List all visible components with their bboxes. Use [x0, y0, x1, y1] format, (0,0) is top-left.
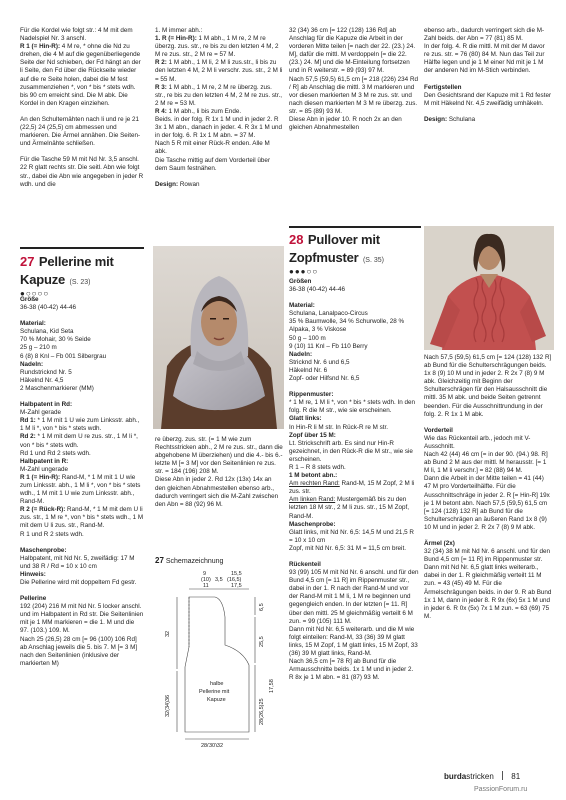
body-text: 70 % Mohair, 30 % Seide: [20, 336, 91, 344]
paragraph: [20, 466, 144, 474]
column-1-bottom-text: [20, 296, 144, 668]
paragraph: [289, 415, 419, 423]
paragraph: [20, 156, 144, 188]
dim-left-32b: 32(34)36: [165, 694, 171, 717]
body-text: Dann mit Nd Nr. 6,5 glatt links weiterarb., dabei in der 1. R gleichmäßig verteilt 11 M zun. = 43 (45) 49 M. Für die Ärmelschrägungen beids. in der 9. R ab Bund 1x 1 M, dann in jeder 8. R 9x (6x) 5x 1 M und in jeder 6. R 0x (5x) 7x 1 M zun. = 63 (69) 75 M.: [424, 564, 552, 620]
pattern-number: 27: [20, 254, 35, 269]
paragraph: [424, 435, 552, 451]
paragraph: [20, 579, 144, 587]
paragraph: [20, 595, 144, 603]
column-4-top-text: [424, 27, 552, 124]
body-text: ebenso arb., dadurch verringert sich die M-Zahl beids. der Abn = 77 (81) 85 M.: [424, 27, 545, 43]
section-28-rule: [289, 226, 421, 228]
bold-label: Fertigstellen: [424, 83, 462, 91]
bold-label: Rippenmuster:: [289, 391, 334, 399]
body-text: Nach 57,5 (59,5) 61,5 cm [= 124 (128) 132 R] ab Bund für die Schulterschrägungen beids. 1x 8 (9) 10 M und in jeder 2. R 2x 7 (8) 9 M abk. Gleichzeitig mit Beginn der Schulterschrägen für den Halsausschnitt die mittl. 35 M abk. und beide Seiten getrennt beenden. Für die Ausschnittrundung in der folg. 2. R 1x 1 M abk.: [424, 354, 552, 418]
paragraph-gap: [155, 173, 283, 181]
paragraph-gap: [424, 532, 552, 540]
paragraph: [155, 116, 283, 140]
schematic-caption-2: Pellerine mit: [199, 689, 230, 695]
paragraph-gap: [424, 108, 552, 116]
difficulty-dots: ●○○○○: [20, 289, 50, 298]
paragraph: [289, 286, 419, 294]
paragraph: [289, 27, 419, 76]
paragraph: [289, 302, 419, 310]
body-text: Nach 42 (44) 46 cm [= in der 90. (94.) 98. R] ab Bund 2 M aus der mittl. M herausstr. [= 1 M li, 1 M li verschr.] = 82 (88) 94 M.: [424, 451, 548, 475]
paragraph: [424, 540, 552, 548]
schematic-drawing: [155, 567, 283, 747]
paragraph: [289, 545, 419, 553]
body-text: Rand-M, * 1 M mit 1 U wie zum Linksstr. abh., 1 M li *, von * bis * stets wdh., 1 M mit 1 U wie zum Linksstr. abh., Rand-M.: [20, 473, 141, 506]
paragraph: [20, 377, 144, 385]
body-text: Beids. in der folg. R 1x 1 M und in jeder 2. R 3x 1 M abn., danach in jeder. 4. R 3x 1 M und in der folg. 6. R 1x 1 M abn. = 37 M.: [155, 116, 283, 140]
body-text: 1 M abh., 1 M re, 2 M re überzg. zus. str., re bis zu den letzten 4 M, 2 M re zus. str., 2 M re = 53 M.: [155, 83, 283, 107]
body-text: Glatt links, mit Nd Nr. 6,5: 14,5 M und 21,5 R = 10 x 10 cm: [289, 528, 414, 544]
paragraph: [289, 76, 419, 116]
body-text: Rand-M, * 1 M mit dem U li zus. str., 1 M re *, von * bis * stets wdh., 1 M mit dem U li zus. str., Rand-M.: [20, 506, 144, 530]
pattern-title-line1: Pellerine mit: [38, 254, 114, 269]
paragraph-gap: [289, 294, 419, 302]
paragraph: [289, 318, 419, 334]
paragraph: [289, 569, 419, 626]
paragraph: [20, 531, 144, 539]
bold-label: R 2 (= Rück-R):: [20, 506, 66, 514]
paragraph: [20, 304, 144, 312]
page-number: 81: [511, 772, 521, 781]
body-text: Die Pellerine wird mit doppeltem Fd gestr.: [20, 579, 137, 586]
paragraph: [20, 506, 144, 530]
column-3-bottom-text: [289, 278, 419, 682]
body-text: 2 Maschenmarkierer (MM): [20, 384, 94, 392]
body-text: Rand-M, 15 M Zopf, 2 M li zus. str.: [289, 480, 415, 496]
column-4-bottom-text: [424, 354, 552, 621]
paragraph: [289, 310, 419, 318]
paragraph: [20, 555, 144, 571]
watermark: PassionForum.ru: [474, 786, 528, 793]
paragraph: [289, 375, 419, 383]
paragraph: [424, 548, 552, 564]
body-text: 36-38 (40-42) 44-46: [289, 286, 346, 294]
paragraph: [289, 424, 419, 432]
body-text: Für die Kordel wie folgt str.: 4 M mit dem Nadelspiel Nr. 3 anschl.: [20, 27, 133, 43]
body-text: Rowan: [178, 180, 200, 188]
paragraph-gap: [20, 108, 144, 116]
body-text: 6 (8) 8 Knl – Fb 001 Silbergrau: [20, 352, 107, 360]
paragraph: [289, 351, 419, 359]
bold-label: R 2:: [155, 59, 167, 67]
underlined-label: Am linken Rand:: [289, 496, 336, 504]
page-reference: (S. 35): [362, 257, 384, 264]
paragraph-gap: [289, 383, 419, 391]
body-text: Den Gesichtsrand der Kapuze mit 1 Rd fester M mit Häkelnd Nr. 4,5 zweifädig umhäkeln.: [424, 91, 552, 107]
column-2-top-text: [155, 27, 283, 189]
paragraph: [20, 43, 144, 108]
body-text: Die Tasche mittig auf dem Vorderteil über dem Saum festnähen.: [155, 156, 271, 172]
body-text: 192 (204) 216 M mit Nd Nr. 5 locker anschl. und im Halbpatent in Rd str. Die Seitenlinien mit je 1 MM markieren = die 1. M und die 97. (103.) 109. M.: [20, 603, 144, 635]
body-text: Lt. Strickschrift arb. Es sind nur Hin-R gezeichnet, in den Rück-R die M str., wie sie erscheinen.: [289, 439, 413, 463]
paragraph: [424, 564, 552, 621]
paragraph: [20, 369, 144, 377]
body-text: M-Zahl gerade: [20, 409, 61, 417]
body-text: Wie das Rückenteil arb., jedoch mit V-Ausschnitt.: [424, 434, 531, 450]
body-text: 4 M re, * ohne die Nd zu drehen, die 4 M auf die gegenüberliegende Seite der Nd schieben, der Fd hängt an der li Seite, den Fd über die Rückseite wieder auf die re Seite holen, dabei die M fest zusammenziehen *, von * bis * stets wdh. bis 90 cm erreicht sind. Die M abk. Die Kordel in den Kragen einziehen.: [20, 43, 141, 107]
bold-label: Design:: [424, 115, 448, 123]
dim-top-2: (10): [201, 577, 211, 583]
column-2-middle-text: [155, 436, 283, 509]
body-text: Nach 25 (26,5) 28 cm [= 96 (100) 106 Rd] ab Anschlag jeweils die 5. bis 7. M [= 3 M] nach den Seitenlinien (inklusive der markierten M): [20, 635, 138, 667]
paragraph: [20, 344, 144, 352]
bold-label: Ärmel (2x): [424, 539, 455, 547]
body-text: Diese Abn in jeder 2. Rd 12x (13x) 14x an den gleichen Abnahmestellen ebenso arb., dadurch verringert sich die M-Zahl zwischen den Abn = 88 (92) 96 M.: [155, 476, 279, 508]
body-text: Halbpatent, mit Nd Nr. 5, zweifädig: 17 M und 38 R / Rd = 10 x 10 cm: [20, 554, 135, 570]
schematic-caption-3: Kapuze: [207, 697, 226, 703]
body-text: Diese Abn in jeder 10. R noch 2x an den gleichen Abnahmestellen: [289, 116, 402, 132]
paragraph: [289, 432, 419, 440]
body-text: re überzg. zus. str. (= 1 M wie zum Rechtsstricken abh., 2 M re zus. str., dann die abgehobene M überziehen) und die 4.- bis 6.-letzte M [= 3 M] vor den Seitenlinien re zus. str. = 184 (196) 208 M.: [155, 436, 283, 476]
body-text: 50 g – 100 m: [289, 334, 326, 342]
bold-label: Pellerine: [20, 595, 47, 603]
paragraph: [289, 391, 419, 399]
paragraph: [424, 354, 552, 419]
bold-label: Rückenteil: [289, 561, 321, 568]
body-text: 1 M abh., 1 M li, 2 M li zus.str., li bis zu den letzten 4 M, 2 M li verschr. zus. str., 2 M li = 55 M.: [155, 59, 283, 83]
paragraph: [424, 451, 552, 475]
paragraph: [20, 458, 144, 466]
paragraph-gap: [424, 76, 552, 84]
bold-label: Material:: [20, 320, 46, 328]
paragraph: [155, 108, 283, 116]
schematic-caption-1: halbe: [210, 681, 224, 687]
body-text: Rd 1 und Rd 2 stets wdh.: [20, 449, 91, 457]
paragraph: [20, 401, 144, 409]
bold-label: R 1 (= Hin-R):: [20, 43, 61, 51]
dim-15-5: 15,5: [231, 571, 242, 577]
section-27-rule: [20, 247, 144, 249]
paragraph: [289, 343, 419, 351]
paragraph-gap: [20, 312, 144, 320]
body-text: 36-38 (40-42) 44-46: [20, 304, 77, 312]
paragraph: [155, 140, 283, 156]
paragraph: [289, 521, 419, 529]
body-text: Schulana, Kid Seta: [20, 328, 74, 336]
paragraph: [20, 603, 144, 635]
paragraph: [20, 385, 144, 393]
body-text: * 1 M mit dem U re zus. str., 1 M li *, von * bis * stets wdh.: [20, 433, 138, 449]
bold-label: Halbpatent in R:: [20, 457, 69, 465]
dim-right-17-58: 17,58: [269, 679, 275, 693]
paragraph: [424, 27, 552, 43]
dim-top-3: 11: [203, 583, 209, 589]
pattern-title-line1: Pullover mit: [307, 232, 380, 247]
paragraph: [20, 320, 144, 328]
column-1-top-text: [20, 27, 144, 189]
bold-label: Zopf über 15 M:: [289, 431, 336, 439]
body-text: In Hin-R li M str. In Rück-R re M str.: [289, 423, 389, 431]
dim-bottom: 28(30)32: [201, 743, 224, 747]
body-text: Schulana, Lanalpaco-Circus: [289, 310, 368, 318]
page-footer: [444, 771, 520, 781]
paragraph: [20, 409, 144, 417]
paragraph-gap: [20, 148, 144, 156]
bold-label: Hinweis:: [20, 570, 46, 578]
bold-label: Maschenprobe:: [20, 546, 67, 554]
bold-label: Material:: [289, 302, 315, 310]
paragraph: [20, 116, 144, 148]
paragraph: [289, 626, 419, 658]
bold-label: 1 M betont abn.:: [289, 472, 338, 480]
body-text: An den Schulternähten nach li und re je 21 (22,5) 24 (25,5) cm abmessen und markieren. Die Ärmel annähen. Die Seiten- und Ärmelnähte schließen.: [20, 115, 141, 148]
dim-top-1: 9: [203, 571, 207, 577]
dim-3-5: 3,5: [215, 577, 223, 583]
underlined-label: Am rechten Rand:: [289, 480, 340, 488]
body-text: Zopf- oder Hilfsnd Nr. 6,5: [289, 375, 360, 383]
dim-16-5: (16,5): [227, 577, 242, 583]
bold-label: Vorderteil: [424, 426, 453, 434]
bold-label: Rd 2:: [20, 433, 36, 441]
paragraph: [155, 84, 283, 108]
pattern-28-heading: [289, 231, 423, 276]
pattern-number: 28: [289, 232, 304, 247]
bold-label: Größe: [20, 296, 39, 303]
paragraph: [20, 296, 144, 304]
paragraph: [289, 472, 419, 480]
body-text: Nach 57,5 (59,5) 61,5 cm [= 218 (226) 234 Rd / R] ab Anschlag die mittl. 3 M markieren und vor diesen markierten M 3 M re zus. str. und nach diesen markierten M 3 M re überzg. zus. str. = 85 (89) 93 M.: [289, 75, 418, 115]
paragraph: [20, 450, 144, 458]
body-text: 93 (99) 105 M mit Nd Nr. 6 anschl. und für den Bund 4,5 cm [= 11 R] im Rippenmuster str., dabei in der 1. R nach der Rand-M und vor der Rand-M mit 1 M li, 1 M re beginnen und gegengleich enden. In der letzten [= 11. R] über den mittl. 25 M gleichmäßig verteilt 6 M zun. = 99 (105) 111 M.: [289, 569, 419, 625]
bold-label: Halbpatent in Rd:: [20, 401, 73, 409]
paragraph: [289, 335, 419, 343]
body-text: Für die Tasche 59 M mit Nd Nr. 3,5 anschl. 22 R glatt rechts str. Die seitl. Abn wie folgt str., dabei die Abn wie angegeben in jeder R wdh. und die: [20, 156, 144, 188]
paragraph: [424, 43, 552, 75]
paragraph-gap: [20, 539, 144, 547]
paragraph: [424, 116, 552, 124]
paragraph: [424, 427, 552, 435]
body-text: Nach 5 R mit einer Rück-R enden. Alle M abk.: [155, 140, 270, 156]
bold-label: Nadeln:: [20, 360, 44, 368]
paragraph: [20, 361, 144, 369]
paragraph: [289, 464, 419, 472]
paragraph: [289, 561, 419, 569]
body-text: R 1 und R 2 stets wdh.: [20, 530, 84, 538]
paragraph: [155, 157, 283, 173]
photo-cable-sweater: [424, 226, 554, 350]
dim-right-28: 28(26,5)25: [259, 698, 265, 725]
body-text: Häkelnd Nr. 4,5: [20, 376, 64, 384]
paragraph: [424, 84, 552, 92]
paragraph: [289, 116, 419, 132]
paragraph: [155, 476, 283, 508]
paragraph-gap: [20, 393, 144, 401]
column-3-top-text: [289, 27, 419, 132]
body-text: 1. M immer abh.:: [155, 27, 203, 34]
photo-pellerine-hood: [153, 246, 284, 429]
dim-left-32: 32: [165, 630, 171, 637]
body-text: Dann die Arbeit in der Mitte teilen = 41 (44) 47 M pro Vorderteilhälfte. Für die Ausschnittschräge in jeder 2. R [= Hin-R] 19x je 1 M betont abn. Nach 57,5 (59,5) 61,5 cm [= 124 (128) 132 R] ab Bund für die Schulterschrägen an äußeren Rand 1x 8 (9) 10 M und in jeder 2. R 2x 7 (8) 9 M abk.: [424, 475, 550, 531]
paragraph: [289, 399, 419, 415]
paragraph: [20, 353, 144, 361]
paragraph: [289, 359, 419, 367]
paragraph: [289, 480, 419, 496]
body-text: In der folg. 4. R die mittl. M mit der M davor re zus. str. = 76 (80) 84 M. Nun das Teil zur Hälfte legen und je 1 M einer Nd mit je 1 M der anderen Nd im M-Stich verbinden.: [424, 43, 545, 75]
body-text: * 1 M mit 1 U wie zum Linksstr. abh., 1 M li *, von * bis * stets wdh.: [20, 417, 140, 433]
body-text: 32 (34) 36 cm [= 122 (128) 136 Rd] ab Anschlag für die Kapuze die Arbeit in der vorderen Mitte teilen [= nach der 22. (23.) 24. M], dafür die mittl. M verdoppeln [= die 22. (23.) 24. M] und die M-Einteilung fortsetzen und in R weiterstr. = 89 (93) 97 M.: [289, 27, 416, 75]
paragraph: [20, 328, 144, 336]
body-text: * 1 M re, 1 M li *, von * bis * stets wdh. In den folg. R die M str., wie sie erscheinen.: [289, 399, 415, 415]
bold-label: 1. R (= Hin-R):: [155, 35, 197, 43]
body-text: Häkelnd Nr. 6: [289, 366, 328, 374]
body-text: Mustergemäß bis zu den letzten 18 M str., 2 M li zus. str., 15 M Zopf, Rand-M.: [289, 496, 410, 520]
paragraph: [20, 636, 144, 668]
brand-bold: burda: [444, 772, 467, 781]
schematic-27: [155, 556, 283, 746]
pattern-title-line2: Zopfmuster: [289, 250, 359, 265]
paragraph: [424, 475, 552, 532]
difficulty-dots: ●●●○○: [289, 267, 319, 276]
paragraph: [20, 336, 144, 344]
paragraph-gap: [289, 553, 419, 561]
body-text: 25 g – 210 m: [20, 344, 57, 352]
pattern-title-line2: Kapuze: [20, 272, 66, 287]
paragraph: [20, 547, 144, 555]
bold-label: Glatt links:: [289, 415, 322, 423]
brand-light: stricken: [466, 772, 494, 781]
bold-label: Maschenprobe:: [289, 520, 336, 528]
schematic-label: Schemazeichnung: [165, 558, 224, 565]
bold-label: R 1 (= Hin-R):: [20, 473, 61, 481]
bold-label: Größen: [289, 278, 312, 285]
body-text: Zopf, mit Nd Nr. 6,5: 31 M = 11,5 cm breit.: [289, 544, 406, 552]
paragraph: [20, 433, 144, 449]
body-text: 9 (10) 11 Knl – Fb 110 Berry: [289, 342, 368, 350]
body-text: 35 % Baumwolle, 34 % Schurwolle, 28 % Alpaka, 3 % Viskose: [289, 318, 405, 334]
body-text: M-Zahl ungerade: [20, 465, 68, 473]
paragraph: [155, 27, 283, 35]
bold-label: R 4:: [155, 107, 167, 115]
dim-17-5: 17,5: [231, 583, 242, 589]
paragraph: [289, 278, 419, 286]
dim-right-6-5: 6,5: [259, 603, 265, 611]
paragraph: [155, 59, 283, 83]
body-text: Dann mit Nd Nr. 6,5 weiterarb. und die M wie folgt einteilen: Rand-M, 33 (36) 39 M glatt links, 15 M Zopf, 1 M glatt links, 15 M Zopf, 33 (36) 39 M glatt links, Rand-M.: [289, 625, 418, 658]
body-text: Rundstricknd Nr. 5: [20, 368, 72, 376]
body-text: 32 (34) 38 M mit Nd Nr. 6 anschl. und für den Bund 4,5 cm [= 11 R] im Rippenmuster str.: [424, 548, 550, 564]
bold-label: Rd 1:: [20, 417, 36, 425]
paragraph: [155, 35, 283, 59]
paragraph-gap: [20, 587, 144, 595]
paragraph: [424, 92, 552, 108]
body-text: 1 M abh., li bis zum Ende.: [166, 107, 242, 115]
paragraph: [20, 417, 144, 433]
paragraph: [155, 436, 283, 476]
page-reference: (S. 23): [69, 279, 91, 286]
paragraph: [155, 181, 283, 189]
bold-label: Nadeln:: [289, 350, 313, 358]
dim-right-25-5: 25,5: [259, 636, 265, 647]
paragraph: [20, 27, 144, 43]
paragraph-gap: [424, 419, 552, 427]
pattern-27-heading: [20, 253, 146, 298]
body-text: Schulana: [447, 115, 476, 123]
paragraph: [289, 367, 419, 375]
schematic-number: 27: [155, 556, 164, 565]
paragraph: [289, 440, 419, 464]
body-text: 1 M abh., 1 M re, 2 M re überzg. zus. str., re bis zu den letzten 4 M, 2 M re zus. str., 2 M re = 57 M.: [155, 35, 279, 59]
paragraph: [289, 496, 419, 520]
paragraph: [20, 474, 144, 506]
paragraph: [289, 529, 419, 545]
paragraph: [20, 571, 144, 579]
bold-label: Design:: [155, 180, 179, 188]
body-text: Stricknd Nr. 6 und 6,5: [289, 358, 350, 366]
body-text: R 1 – R 8 stets wdh.: [289, 463, 346, 471]
paragraph: [289, 658, 419, 682]
body-text: Nach 36,5 cm [= 78 R] ab Bund für die Armausschnitte beids. 1x 1 M und in jeder 2. R 8x je 1 M abn. = 81 (87) 93 M.: [289, 658, 414, 682]
bold-label: R 3:: [155, 83, 167, 91]
